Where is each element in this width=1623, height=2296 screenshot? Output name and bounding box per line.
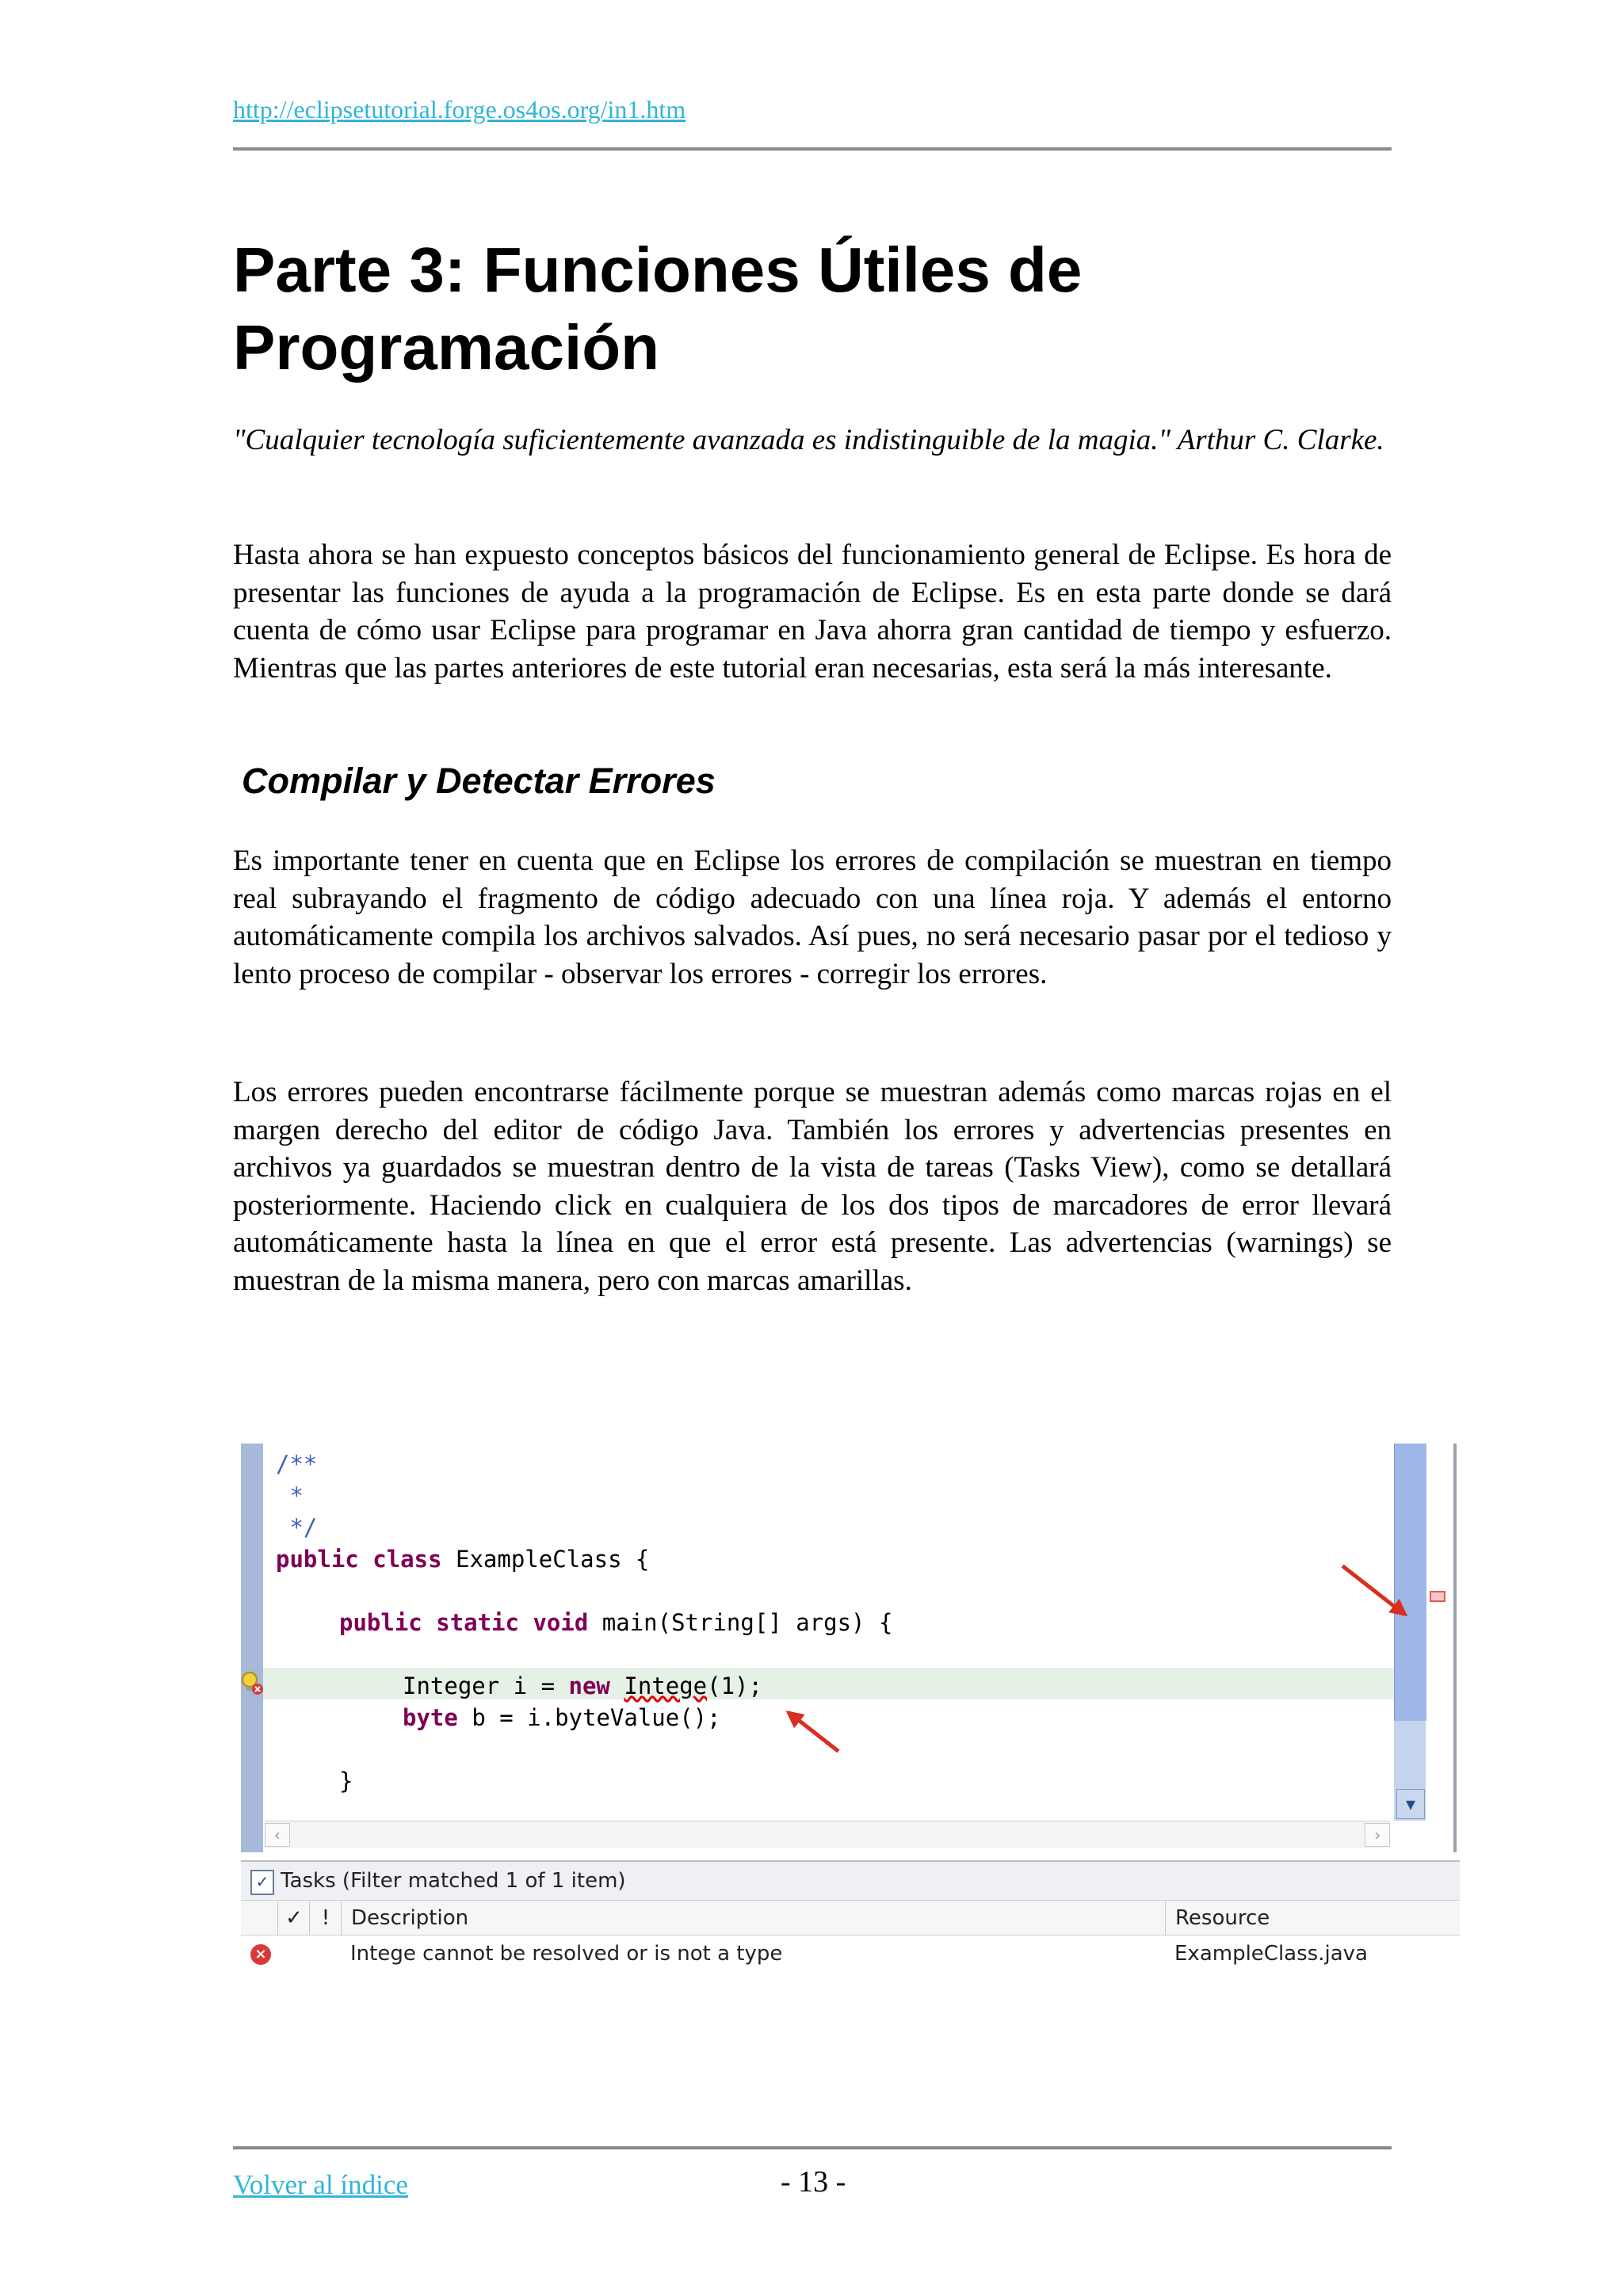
code-line-main-decl bbox=[339, 1607, 892, 1638]
code-line-close-brace: } bbox=[339, 1768, 353, 1794]
code-keyword: byte bbox=[403, 1704, 458, 1731]
tasks-checklist-icon: ✓ bbox=[250, 1870, 274, 1895]
code-line-comment-open: /** bbox=[276, 1451, 318, 1478]
column-priority-header[interactable]: ! bbox=[309, 1901, 342, 1935]
code-line-integer-decl bbox=[403, 1670, 762, 1702]
code-line-comment-mid: * bbox=[276, 1482, 304, 1509]
horizontal-scrollbar[interactable] bbox=[265, 1821, 1390, 1848]
code-keyword: void bbox=[533, 1609, 589, 1636]
code-line-byte-decl bbox=[403, 1702, 721, 1733]
intro-paragraph: Hasta ahora se han expuesto conceptos básicos del funcionamiento general de Eclipse. Es hora de presentar las funciones de ayuda a la programación de Eclipse. Es en esta parte donde se dará cuenta de cómo usar Eclipse para programar en Java ahorra gran cantidad de tiempo y esfuerzo. Mientras que las partes anteriores de este tutorial eran necesarias, esta será la más interesante. bbox=[233, 539, 1392, 685]
vertical-scrollbar-thumb[interactable] bbox=[1394, 1444, 1426, 1721]
tasks-view bbox=[241, 1860, 1460, 1998]
left-ruler bbox=[241, 1444, 263, 1852]
header-divider bbox=[233, 147, 1392, 151]
code-text: main(String[] args) { bbox=[601, 1609, 893, 1636]
epigraph-quote: "Cualquier tecnología suficientemente avanzada es indistinguible de la magia." Arthur C. Clarke. bbox=[233, 424, 1384, 456]
code-keyword: public bbox=[339, 1609, 422, 1636]
task-resource: ExampleClass.java bbox=[1174, 1942, 1368, 1966]
code-text: Integer i = bbox=[403, 1672, 569, 1699]
error-overview-marker[interactable] bbox=[1430, 1591, 1445, 1602]
error-underlined-token[interactable]: Intege bbox=[624, 1672, 708, 1699]
compile-paragraph: Es importante tener en cuenta que en Eclipse los errores de compilación se muestran en tiempo real subrayando el fragmento de código adecuado con una línea roja. Y además el entorno automáticamente compila los archivos salvados. Así pues, no será necesario pasar por el tedioso y lento proceso de compilar - observar los errores - corregir los errores. bbox=[233, 845, 1392, 990]
code-line-class-decl bbox=[276, 1543, 649, 1575]
code-text: ExampleClass { bbox=[456, 1546, 650, 1573]
errors-paragraph: Los errores pueden encontrarse fácilmente porque se muestran además como marcas rojas en el margen derecho del editor de código Java. También los errores y advertencias presentes en archivos ya guardados se muestran dentro de la vista de tareas (Tasks View), como se detallará posteriormente. Haciendo click en cualquiera de los dos tipos de marcadores de error llevará automáticamente hasta la línea en que el error está presente. Las advertencias (warnings) se muestran de la misma manera, pero con marcas amarillas. bbox=[233, 1076, 1392, 1297]
page-title: Parte 3: Funciones Útiles de Programación bbox=[233, 235, 1083, 383]
task-description: Intege cannot be resolved or is not a type bbox=[350, 1942, 783, 1966]
code-keyword: class bbox=[372, 1546, 442, 1573]
column-completed-header[interactable]: ✓ bbox=[277, 1901, 310, 1935]
scroll-left-icon[interactable]: ‹ bbox=[265, 1823, 290, 1847]
code-line-comment-close: */ bbox=[276, 1514, 318, 1541]
tasks-title-label: Tasks (Filter matched 1 of 1 item) bbox=[281, 1869, 626, 1893]
table-row[interactable] bbox=[241, 1936, 1460, 1971]
code-keyword: new bbox=[568, 1672, 610, 1699]
source-url-link[interactable]: http://eclipsetutorial.forge.os4os.org/in1.htm bbox=[233, 95, 686, 124]
footer-divider bbox=[233, 2146, 1392, 2149]
column-description-header[interactable]: Description bbox=[341, 1901, 1166, 1935]
tasks-view-title[interactable] bbox=[241, 1862, 1460, 1901]
code-keyword: static bbox=[436, 1609, 519, 1636]
code-keyword: public bbox=[276, 1546, 359, 1573]
section-heading: Compilar y Detectar Errores bbox=[242, 761, 716, 801]
tasks-table-header bbox=[241, 1901, 1460, 1936]
column-type-header[interactable] bbox=[241, 1901, 277, 1935]
java-editor[interactable] bbox=[241, 1444, 1457, 1852]
code-text: b = i.byteValue(); bbox=[472, 1704, 721, 1731]
page-number: - 13 - bbox=[781, 2165, 846, 2199]
code-text: (1); bbox=[707, 1672, 762, 1699]
back-to-index-link[interactable]: Volver al índice bbox=[233, 2169, 408, 2200]
scroll-down-icon[interactable]: ▼ bbox=[1396, 1789, 1425, 1819]
error-icon: × bbox=[250, 1944, 271, 1965]
column-resource-header[interactable]: Resource bbox=[1165, 1901, 1460, 1935]
error-lightbulb-icon[interactable] bbox=[241, 1670, 265, 1697]
eclipse-screenshot bbox=[233, 1444, 1460, 1998]
scroll-right-icon[interactable]: › bbox=[1365, 1823, 1390, 1847]
